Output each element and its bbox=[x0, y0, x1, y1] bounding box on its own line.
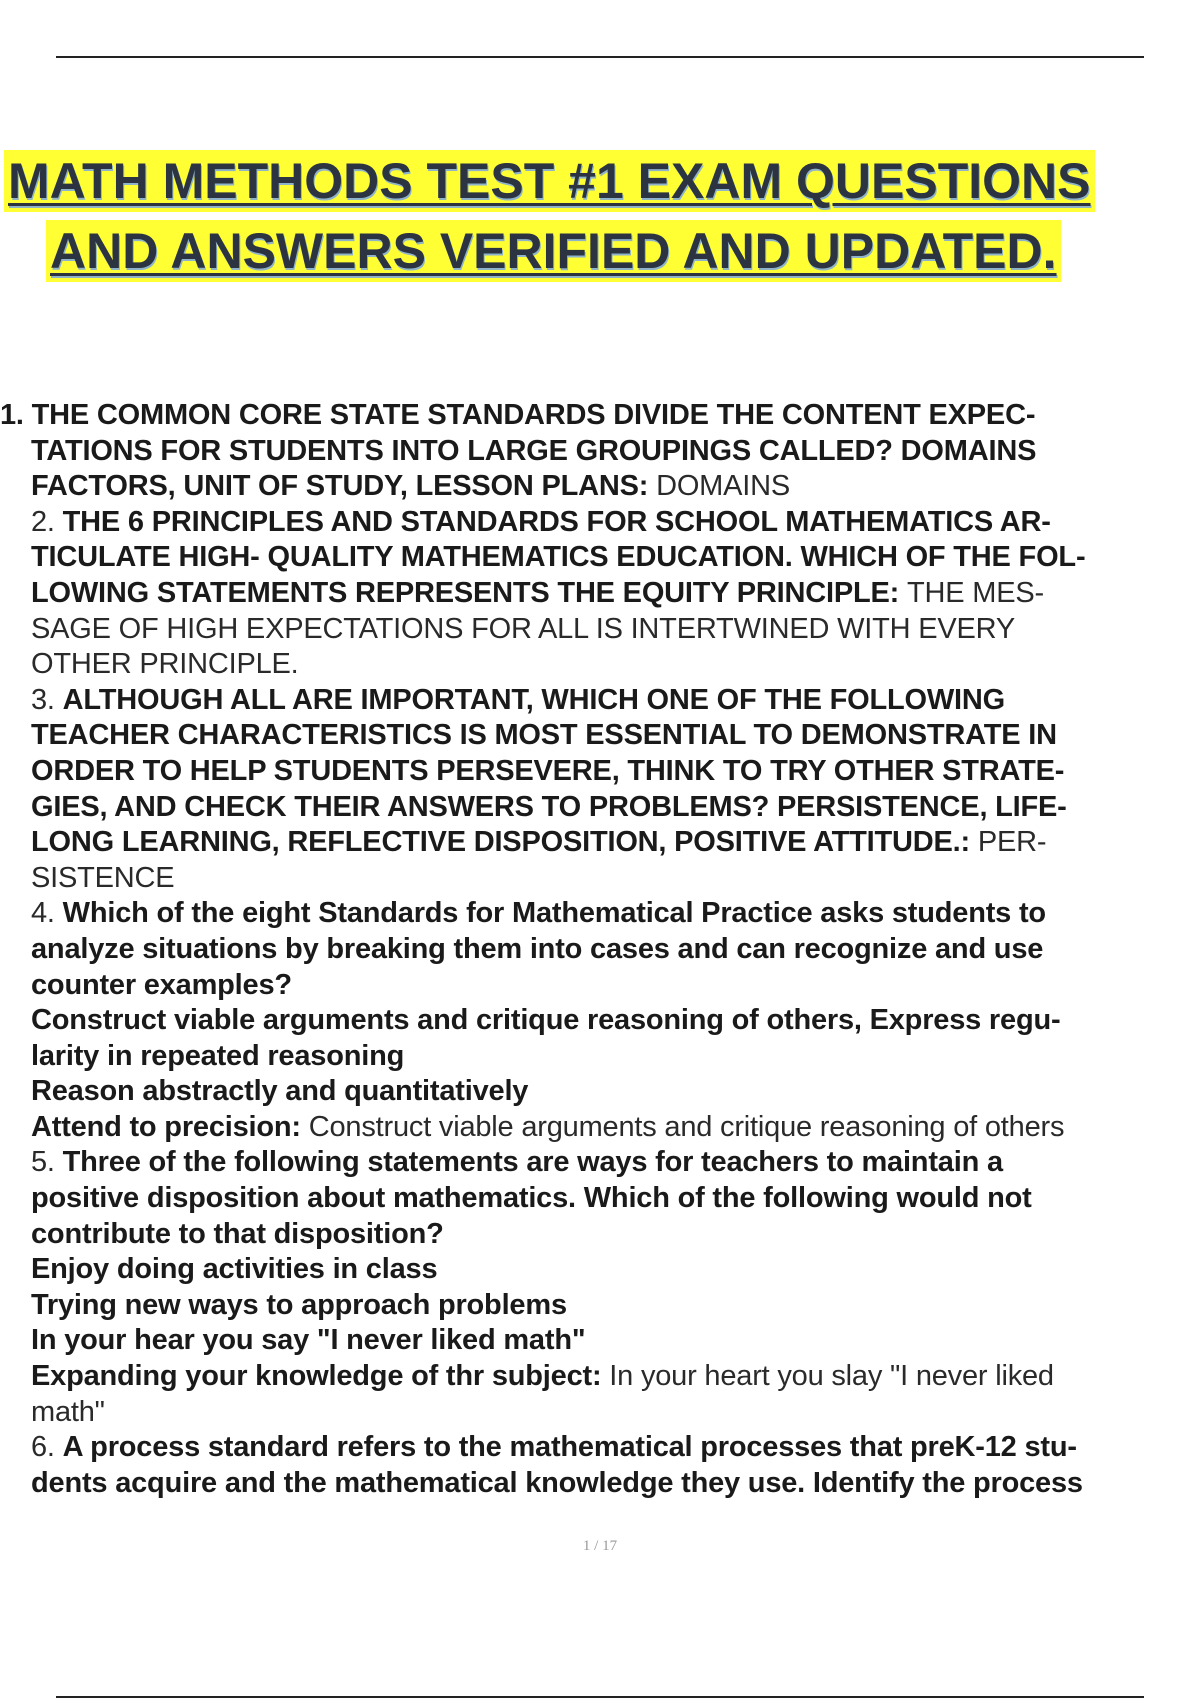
text-line bbox=[0, 932, 1200, 968]
text-line bbox=[0, 968, 1200, 1004]
question-number: 5. bbox=[31, 1146, 63, 1179]
question-text: dents acquire and the mathematical knowledge they use. Identify the process bbox=[31, 1466, 1083, 1499]
question-text: THE 6 PRINCIPLES AND STANDARDS FOR SCHOOL MATHEMATICS AR- bbox=[62, 505, 1051, 538]
text-line bbox=[0, 754, 1200, 790]
answer-text: Construct viable arguments and critique reasoning of others bbox=[308, 1110, 1065, 1143]
question-text: positive disposition about mathematics. Which of the following would not bbox=[31, 1182, 1032, 1215]
answer-text: SAGE OF HIGH EXPECTATIONS FOR ALL IS INTERTWINED WITH EVERY bbox=[31, 612, 1016, 645]
question-text: TEACHER CHARACTERISTICS IS MOST ESSENTIAL TO DEMONSTRATE IN bbox=[31, 719, 1057, 752]
answer-text: In your heart you slay "I never liked bbox=[609, 1360, 1054, 1393]
question-text: LONG LEARNING, REFLECTIVE DISPOSITION, POSITIVE ATTITUDE.: bbox=[31, 826, 978, 859]
text-line bbox=[0, 434, 1200, 470]
question-text: analyze situations by breaking them into cases and can recognize and use bbox=[31, 932, 1044, 965]
text-line bbox=[0, 505, 1200, 541]
question-text: FACTORS, UNIT OF STUDY, LESSON PLANS: bbox=[31, 470, 657, 503]
question-text: Three of the following statements are ways for teachers to maintain a bbox=[62, 1146, 1003, 1179]
text-line bbox=[0, 1395, 1200, 1431]
text-line bbox=[0, 861, 1200, 897]
text-line bbox=[0, 1217, 1200, 1253]
text-line bbox=[0, 1252, 1200, 1288]
question-text: A process standard refers to the mathematical processes that preK-12 stu- bbox=[62, 1431, 1077, 1464]
question-text: Trying new ways to approach problems bbox=[31, 1288, 567, 1321]
text-line bbox=[0, 540, 1200, 576]
question-text: Enjoy doing activities in class bbox=[31, 1253, 438, 1286]
question-text: Expanding your knowledge of thr subject: bbox=[31, 1360, 610, 1393]
text-line bbox=[0, 896, 1200, 932]
question-text: 1. THE COMMON CORE STATE STANDARDS DIVIDE THE CONTENT EXPEC- bbox=[0, 399, 1036, 431]
text-line bbox=[0, 398, 1200, 434]
question-text: ALTHOUGH ALL ARE IMPORTANT, WHICH ONE OF THE FOLLOWING bbox=[62, 683, 1006, 716]
question-text: In your hear you say "I never liked math" bbox=[31, 1324, 586, 1357]
question-number: 4. bbox=[31, 897, 63, 930]
answer-text: THE MES- bbox=[906, 576, 1044, 609]
question-list bbox=[0, 398, 1200, 1501]
text-line bbox=[0, 1003, 1200, 1039]
question-number: 3. bbox=[31, 683, 63, 716]
answer-text: PER- bbox=[977, 826, 1047, 859]
text-line bbox=[0, 1074, 1200, 1110]
text-line bbox=[0, 825, 1200, 861]
top-rule bbox=[56, 56, 1144, 58]
question-text: ORDER TO HELP STUDENTS PERSEVERE, THINK TO TRY OTHER STRATE- bbox=[31, 754, 1065, 787]
question-text: Construct viable arguments and critique reasoning of others, Express regu- bbox=[31, 1004, 1061, 1037]
text-line bbox=[0, 790, 1200, 826]
page-number: 1 / 17 bbox=[582, 1538, 618, 1554]
question-text: Which of the eight Standards for Mathematical Practice asks students to bbox=[62, 897, 1046, 930]
question-text: Attend to precision: bbox=[31, 1110, 309, 1143]
text-line bbox=[0, 718, 1200, 754]
question-text: LOWING STATEMENTS REPRESENTS THE EQUITY PRINCIPLE: bbox=[31, 576, 907, 609]
text-line bbox=[0, 1430, 1200, 1466]
question-text: TATIONS FOR STUDENTS INTO LARGE GROUPINGS CALLED? DOMAINS bbox=[31, 434, 1037, 467]
question-text: Reason abstractly and quantitatively bbox=[31, 1075, 529, 1108]
text-line bbox=[0, 469, 1200, 505]
text-line bbox=[0, 1466, 1200, 1502]
answer-text: DOMAINS bbox=[656, 470, 791, 503]
text-line bbox=[0, 1110, 1200, 1146]
question-text: counter examples? bbox=[31, 968, 292, 1001]
document-title bbox=[0, 150, 1200, 290]
question-text: TICULATE HIGH- QUALITY MATHEMATICS EDUCATION. WHICH OF THE FOL- bbox=[31, 541, 1086, 574]
text-line bbox=[0, 1145, 1200, 1181]
answer-text: math" bbox=[31, 1395, 105, 1428]
text-line bbox=[0, 1288, 1200, 1324]
text-line bbox=[0, 683, 1200, 719]
question-number: 6. bbox=[31, 1431, 63, 1464]
answer-text: SISTENCE bbox=[31, 861, 175, 894]
text-line bbox=[0, 1323, 1200, 1359]
title-line-1: MATH METHODS TEST #1 EXAM QUESTIONS bbox=[4, 150, 1095, 212]
text-line bbox=[0, 1359, 1200, 1395]
text-line bbox=[0, 612, 1200, 648]
bottom-rule bbox=[56, 1696, 1144, 1698]
question-text: GIES, AND CHECK THEIR ANSWERS TO PROBLEMS? PERSISTENCE, LIFE- bbox=[31, 790, 1067, 823]
answer-text: OTHER PRINCIPLE. bbox=[31, 648, 299, 681]
question-text: larity in repeated reasoning bbox=[31, 1039, 405, 1072]
question-text: contribute to that disposition? bbox=[31, 1217, 444, 1250]
text-line bbox=[0, 647, 1200, 683]
text-line bbox=[0, 1181, 1200, 1217]
title-line-2: AND ANSWERS VERIFIED AND UPDATED. bbox=[46, 220, 1061, 282]
text-line bbox=[0, 576, 1200, 612]
question-number: 2. bbox=[31, 505, 63, 538]
text-line bbox=[0, 1039, 1200, 1075]
